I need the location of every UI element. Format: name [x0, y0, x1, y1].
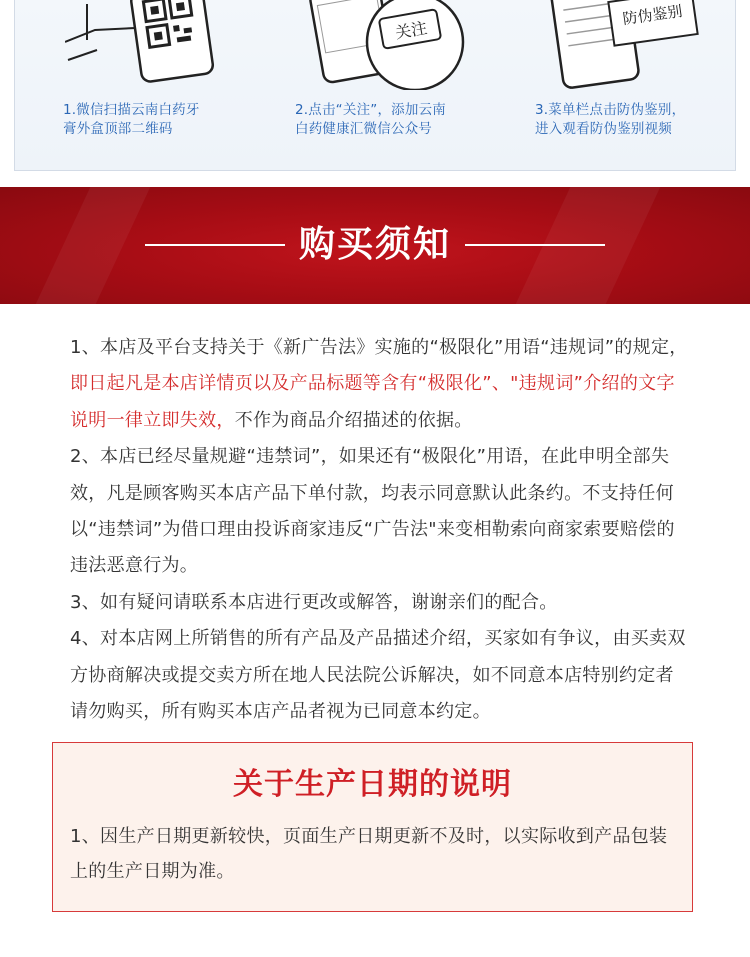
step-1-caption	[63, 101, 200, 139]
step-2-line-1: 2.点击“关注”，添加云南	[295, 102, 446, 118]
production-date-text: 1、因生产日期更新较快，页面生产日期更新不及时，以实际收到产品包装上的生产日期为准。	[70, 826, 668, 882]
notice-p1-text: 1、本店及平台支持关于《新广告法》实施的“极限化”用语“违规词”的规定，	[70, 337, 688, 358]
notice-p1-tail: 不作为商品介绍描述的依据。	[234, 409, 473, 431]
production-date-title: 关于生产日期的说明	[233, 767, 512, 802]
notice-paragraph-3: 3、如有疑问请联系本店进行更改或解答，谢谢亲们的配合。	[70, 591, 558, 613]
step-3-line-1: 3.菜单栏点击防伪鉴别，	[535, 102, 686, 118]
step-2-caption	[295, 101, 446, 139]
steps-panel	[14, 0, 736, 171]
purchase-notice-banner	[0, 187, 750, 304]
anti-counterfeit-bubble-text: 防伪鉴别	[621, 2, 684, 29]
step-3-caption	[535, 101, 685, 139]
production-date-box	[52, 742, 693, 912]
notice-paragraph-4: 4、对本店网上所销售的所有产品及产品描述介绍，买家如有争议，由买卖双方协商解决或提交卖方所在地人民法院公诉解决，如不同意本店特别约定者请勿购买，所有购买本店产品者视为已同意本约定。	[70, 628, 686, 723]
follow-button-icon	[307, 0, 477, 90]
banner-title: 购买须知	[298, 223, 451, 265]
notice-p1-highlight: 即日起凡是本店详情页以及产品标题等含有“极限化”、"违规词”介绍的文字说明一律立即失效，	[70, 373, 675, 431]
step-1-line-2: 膏外盒顶部二维码	[63, 121, 173, 137]
notice-body	[70, 330, 690, 730]
notice-paragraph-2: 2、本店已经尽量规避“违禁词”，如果还有“极限化”用语，在此申明全部失效，凡是顾客购买本店产品下单付款，均表示同意默认此条约。不支持任何以“违禁词”为借口理由投诉商家违反“广告法"来变相勒索向商家索要赔偿的违法恶意行为。	[70, 446, 675, 577]
step-1-line-1: 1.微信扫描云南白药牙	[63, 102, 200, 118]
follow-bubble-text: 关注	[394, 20, 429, 43]
anti-counterfeit-menu-icon	[545, 0, 725, 90]
qr-code-scan-icon	[65, 0, 255, 90]
step-3-line-2: 进入观看防伪鉴别视频	[535, 121, 672, 137]
notice-paragraph-1	[70, 330, 690, 439]
step-2-line-2: 白药健康汇微信公众号	[295, 121, 432, 137]
